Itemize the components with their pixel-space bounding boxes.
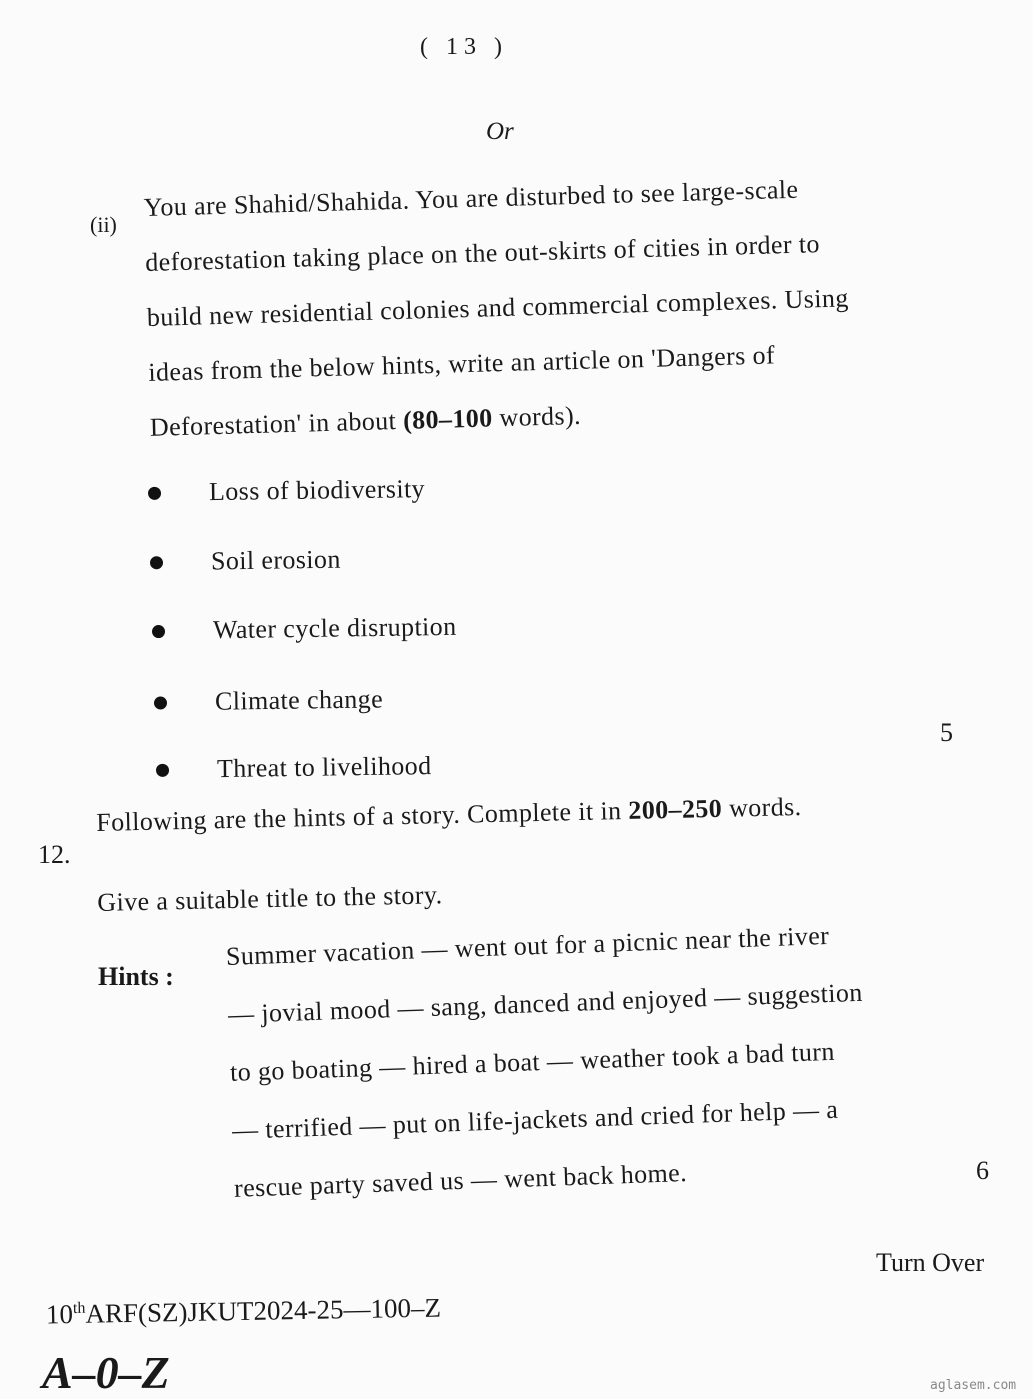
question-12-line: Give a suitable title to the story. xyxy=(97,880,443,917)
bullet-item xyxy=(150,545,341,578)
or-label: Or xyxy=(486,118,514,145)
bullet-item xyxy=(156,751,432,785)
marks-12: 6 xyxy=(976,1156,989,1185)
bullet-icon xyxy=(152,624,165,637)
question-line: You are Shahid/Shahida. You are disturbed to see large-scale xyxy=(143,174,799,222)
marks-11: 5 xyxy=(940,718,953,747)
paper-code-prefix: 10 xyxy=(45,1298,74,1330)
question-12-line xyxy=(96,792,802,838)
question-line-text: Deforestation' in about xyxy=(149,405,404,442)
bullet-icon xyxy=(156,763,169,776)
hint-line: to go boating — hired a boat — weather took a bad turn xyxy=(229,1036,836,1087)
hint-line: — terrified — put on life-jackets and cried for help — a xyxy=(231,1094,839,1145)
question-part-label: (ii) xyxy=(90,212,117,237)
paper-code-rest: ARF(SZ)JKUT2024-25—100–Z xyxy=(85,1292,442,1329)
word-limit: 200–250 xyxy=(628,793,723,825)
bullet-item xyxy=(154,684,383,717)
bullet-text: Water cycle disruption xyxy=(212,611,457,645)
question-12-number: 12. xyxy=(38,840,71,869)
bullet-text: Climate change xyxy=(214,684,384,716)
hint-line: — jovial mood — sang, danced and enjoyed — suggestion xyxy=(227,977,864,1029)
bullet-text: Loss of biodiversity xyxy=(208,474,426,507)
bullet-item xyxy=(152,612,457,646)
word-limit: (80–100 xyxy=(402,403,493,435)
bullet-text: Soil erosion xyxy=(210,544,341,576)
turn-over-label: Turn Over xyxy=(876,1248,985,1277)
hints-label: Hints : xyxy=(98,962,174,991)
hint-line: Summer vacation — went out for a picnic near the river xyxy=(225,920,830,971)
bullet-icon xyxy=(154,696,167,709)
watermark: aglasem.com xyxy=(930,1378,1017,1393)
question-line: build new residential colonies and commercial complexes. Using xyxy=(146,283,850,332)
question-line: deforestation taking place on the out-skirts of cities in order to xyxy=(144,229,821,277)
paper-code xyxy=(46,1293,441,1331)
bullet-text: Threat to livelihood xyxy=(216,751,432,784)
question-line: ideas from the below hints, write an article on 'Dangers of xyxy=(147,340,776,387)
bullet-item xyxy=(148,474,425,508)
bullet-icon xyxy=(150,556,163,569)
question-line-text: words. xyxy=(721,791,802,823)
paper-code-sup: th xyxy=(72,1299,86,1317)
hint-line: rescue party saved us — went back home. xyxy=(233,1158,688,1203)
bullet-icon xyxy=(148,486,161,499)
hints-text xyxy=(225,903,955,1218)
series-code: A–0–Z xyxy=(42,1347,170,1398)
page-number: ( 13 ) xyxy=(420,34,508,60)
question-11-ii-text xyxy=(143,159,890,455)
question-line-text: words). xyxy=(492,400,582,433)
question-line-text: Following are the hints of a story. Complete it in xyxy=(96,795,629,837)
